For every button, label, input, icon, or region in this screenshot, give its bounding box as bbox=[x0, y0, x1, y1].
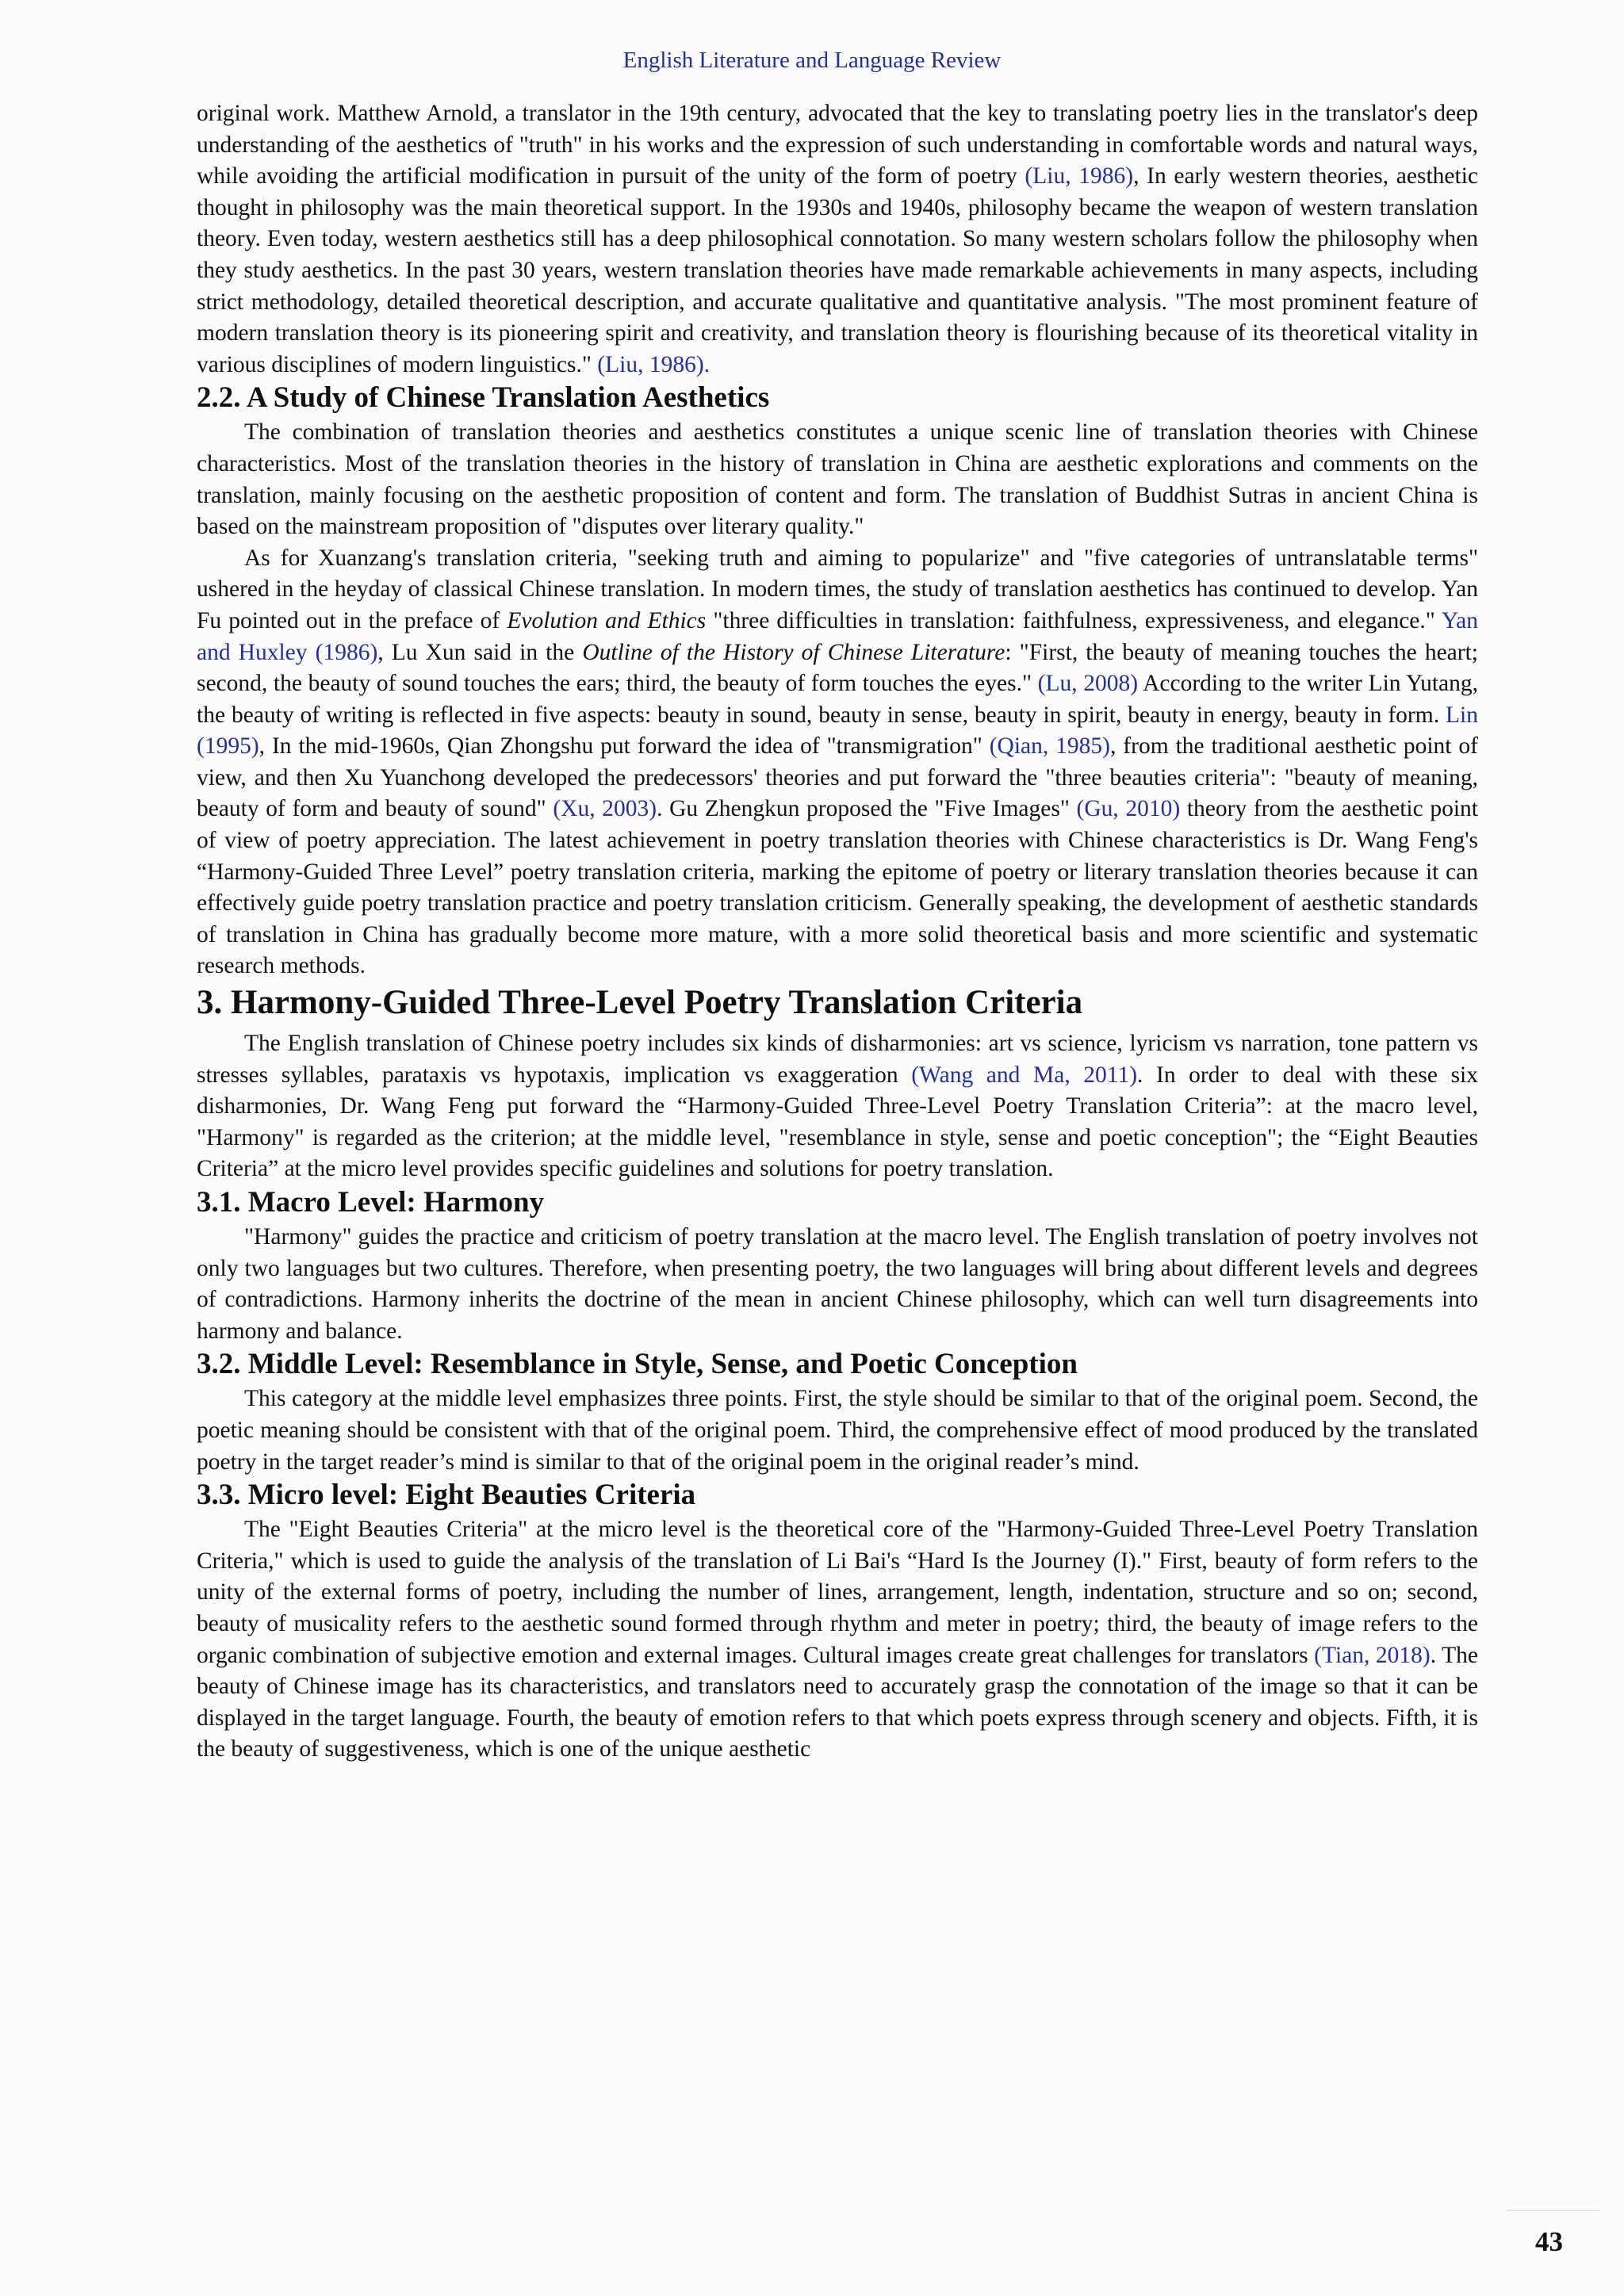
paragraph-middle-level: This category at the middle level emphasizes three points. First, the style should be similar to that of the original poem. Second, the poetic meaning should be consistent with that of the original poem. Third, the comprehensive effect of mood produced by the translated poetry in the target reader’s mind is similar to that of the original poem in the original reader’s mind. bbox=[197, 1386, 1478, 1475]
citation-xu-2003[interactable]: (Xu, 2003) bbox=[553, 796, 657, 822]
footer-rule bbox=[1507, 2210, 1600, 2211]
paragraph-macro-level: "Harmony" guides the practice and criticism of poetry translation at the macro level. The English translation of poetry involves not only two languages but two cultures. Therefore, when presenting poetry, the two languages will bring about different levels and degrees of contradictions. Harmony inherits the doctrine of the mean in ancient Chinese philosophy, which can well turn disagreements into harmony and balance. bbox=[197, 1224, 1478, 1344]
citation-lu-2008[interactable]: (Lu, 2008) bbox=[1037, 671, 1139, 697]
paragraph-western-aesthetics bbox=[197, 98, 1478, 381]
section-heading-3-2: 3.2. Middle Level: Resemblance in Style, Sense, and Poetic Conception bbox=[197, 1348, 1078, 1381]
paragraph-chinese-aesthetics-1: The combination of translation theories and aesthetics constitutes a unique scenic line of translation theories with Chinese characteristics. Most of the translation theories in the history of translation in China are aesthetic explorations and comments on the translation, mainly focusing on the aesthetic proposition of content and form. The translation of Buddhist Sutras in ancient China is based on the mainstream proposition of "disputes over literary quality." bbox=[197, 419, 1478, 540]
book-title-evolution-and-ethics: Evolution and Ethics bbox=[507, 607, 707, 633]
text: "three difficulties in translation: faithfulness, expressiveness, and elegance." bbox=[706, 607, 1442, 633]
text: The English translation of Chinese poetry includes six kinds of disharmonies: art vs science, lyricism vs narration, tone pattern vs stresses syllables, parataxis vs hypotaxis, implication vs exaggeration bbox=[197, 1031, 1478, 1088]
citation-yan-huxley-1986[interactable]: Yan and Huxley (1986) bbox=[197, 607, 1479, 665]
section-heading-3-3: 3.3. Micro level: Eight Beauties Criteria bbox=[197, 1479, 696, 1512]
page-number: 43 bbox=[1535, 2226, 1563, 2257]
text: As for Xuanzang's translation criteria, "seeking truth and aiming to popularize" and "five categories of untranslatable terms" ushered in the heyday of classical Chinese translation. In modern times, the study of translation aesthetics has continued to develop. Yan Fu pointed out in the preface of bbox=[197, 545, 1478, 633]
text: , Lu Xun said in the bbox=[377, 639, 583, 665]
text: . Gu Zhengkun proposed the "Five Images" bbox=[657, 796, 1077, 822]
text: . In order to deal with these six disharmonies, Dr. Wang Feng put forward the “Harmony-Guided Three-Level Poetry Translation Criteria”: at the macro level, "Harmony" is regarded as the criterion; at the middle level, "resemblance in style, sense and poetic conception"; the “Eight Beauties Criteria” at the micro level provides specific guidelines and solutions for poetry translation. bbox=[197, 1062, 1478, 1182]
citation-qian-1985[interactable]: (Qian, 1985) bbox=[989, 733, 1110, 760]
text: . The beauty of Chinese image has its characteristics, and translators need to accurately grasp the connotation of the image so that it can be displayed in the target language. Fourth, the beauty of emotion refers to that which poets express through scenery and objects. Fifth, it is the beauty of suggestiveness, which is one of the unique aesthetic bbox=[197, 1642, 1478, 1762]
text: original work. Matthew Arnold, a translator in the 19th century, advocated that the key to translating poetry lies in the translator's deep understanding of the aesthetics of "truth" in his works and the expression of such understanding in comfortable words and natural ways, while avoiding the artificial modification in pursuit of the unity of the form of poetry bbox=[197, 101, 1478, 189]
book-title-outline-history: Outline of the History of Chinese Literature bbox=[582, 639, 1005, 665]
text: , In the mid-1960s, Qian Zhongshu put forward the idea of "transmigration" bbox=[259, 733, 990, 760]
citation-wang-ma-2011[interactable]: (Wang and Ma, 2011) bbox=[911, 1062, 1138, 1088]
paragraph-disharmonies bbox=[197, 1028, 1478, 1185]
text: , In early western theories, aesthetic thought in philosophy was the main theoretical support. In the 1930s and 1940s, philosophy became the weapon of western translation theory. Even today, western aesthetics still has a deep philosophical connotation. So many western scholars follow the philosophy when they study aesthetics. In the past 30 years, western translation theories have made remarkable achievements in many aspects, including strict methodology, detailed theoretical description, and accurate qualitative and quantitative analysis. "The most prominent feature of modern translation theory is its pioneering spirit and creativity, and translation theory is flourishing because of its theoretical vitality in various disciplines of modern linguistics." bbox=[197, 163, 1478, 377]
citation-liu-1986[interactable]: (Liu, 1986) bbox=[1025, 163, 1134, 189]
section-heading-3: 3. Harmony-Guided Three-Level Poetry Translation Criteria bbox=[197, 984, 1083, 1022]
citation-liu-1986-b[interactable]: (Liu, 1986). bbox=[597, 351, 710, 377]
text: , from the traditional aesthetic point of view, and then Xu Yuanchong developed the predecessors' theories and put forward the "three beauties criteria": "beauty of meaning, beauty of form and beauty of sound" bbox=[197, 733, 1478, 822]
citation-tian-2018[interactable]: (Tian, 2018) bbox=[1314, 1642, 1431, 1668]
section-heading-2-2: 2.2. A Study of Chinese Translation Aesthetics bbox=[197, 381, 770, 415]
paragraph-micro-level bbox=[197, 1514, 1478, 1766]
text: According to the writer Lin Yutang, the beauty of writing is reflected in five aspects: beauty in sound, beauty in sense, beauty in spirit, beauty in energy, beauty in form. bbox=[197, 671, 1478, 728]
citation-gu-2010[interactable]: (Gu, 2010) bbox=[1076, 796, 1181, 822]
citation-lin-1995[interactable]: Lin (1995) bbox=[197, 702, 1478, 760]
section-heading-3-1: 3.1. Macro Level: Harmony bbox=[197, 1186, 545, 1219]
text: theory from the aesthetic point of view of poetry appreciation. The latest achievement in poetry translation theories with Chinese characteristics is Dr. Wang Feng's “Harmony-Guided Three Level” poetry translation criteria, marking the epitome of poetry or literary translation theories because it can effectively guide poetry translation practice and poetry translation criticism. Generally speaking, the development of aesthetic standards of translation in China has gradually become more mature, with a more solid theoretical basis and more scientific and systematic research methods. bbox=[197, 796, 1478, 979]
article-body bbox=[197, 98, 1478, 1766]
text: : "First, the beauty of meaning touches the heart; second, the beauty of sound touches the ears; third, the beauty of form touches the eyes." bbox=[197, 639, 1478, 697]
paragraph-chinese-aesthetics-2 bbox=[197, 543, 1478, 982]
text: The "Eight Beauties Criteria" at the micro level is the theoretical core of the "Harmony-Guided Three-Level Poetry Translation Criteria," which is used to guide the analysis of the translation of Li Bai's “Hard Is the Journey (I)." First, beauty of form refers to the unity of the external forms of poetry, including the number of lines, arrangement, length, indentation, structure and so on; second, beauty of musicality refers to the aesthetic sound formed through rhythm and meter in poetry; third, the beauty of image refers to the organic combination of subjective emotion and external images. Cultural images create great challenges for translators bbox=[197, 1517, 1478, 1668]
journal-header: English Literature and Language Review bbox=[622, 48, 1002, 73]
